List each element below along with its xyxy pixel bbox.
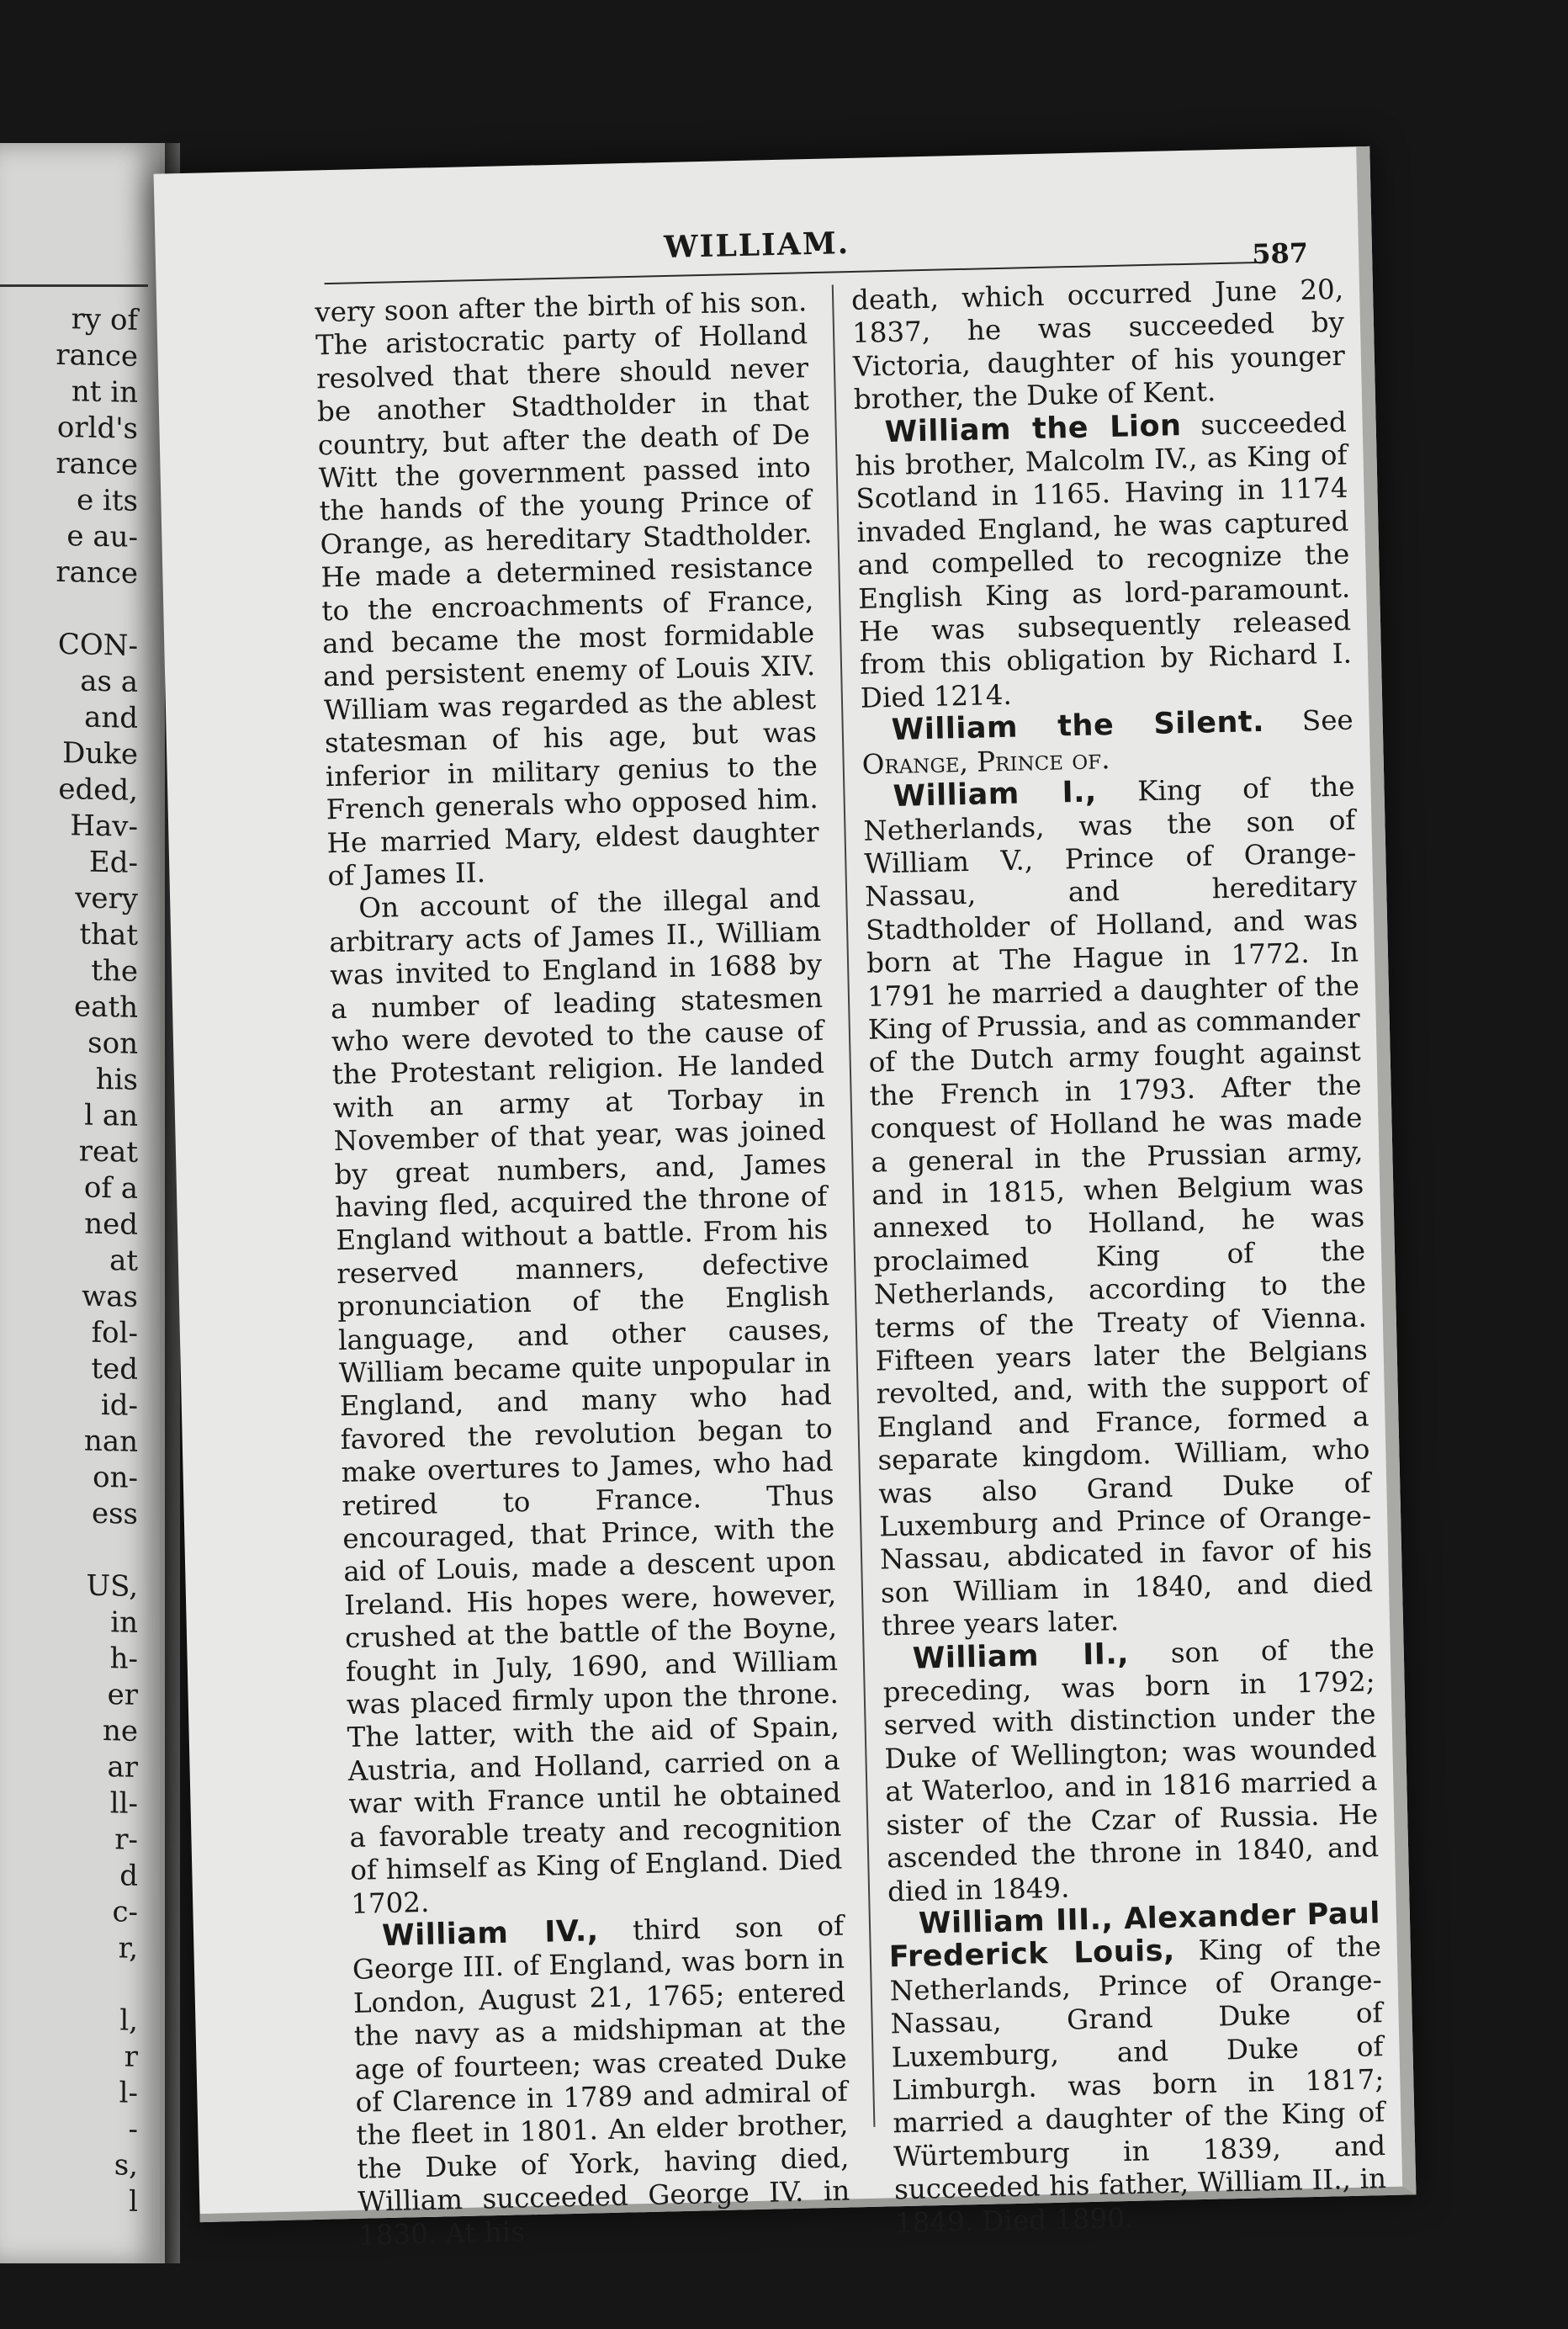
left-page-fragment: and (84, 700, 138, 735)
left-page-fragment: s, (114, 2148, 138, 2183)
left-page-fragment: c- (112, 1895, 138, 1929)
left-page-fragment: rance (56, 446, 138, 482)
left-page-fragment: d (119, 1859, 138, 1893)
left-page-fragment: CON- (57, 627, 138, 663)
entry-headword: William the Silent. (891, 705, 1265, 748)
left-page-head-rule (0, 284, 148, 287)
entry-william-the-silent (861, 704, 1354, 782)
left-page-fragment: Hav- (70, 809, 138, 844)
entry-text: third son of George III. of England, was born in London, August 21, 1765; entered the navy as a midshipman at the age of fourteen; was created Duke of Clarence in 1789 and admiral of the fleet in 1801. An elder brother, the Duke of York, having died, William succeeded George IV. in 1830. At his (352, 1909, 850, 2252)
entry-headword: William III., Alexander Paul Frederick Louis, (888, 1897, 1381, 1975)
left-page-fragment: Duke (62, 736, 138, 772)
left-page-fragment: of a (83, 1170, 138, 1206)
left-page-text-fragments (0, 300, 138, 2220)
left-page-fragment: fol- (91, 1315, 138, 1350)
left-page-fragment: at (109, 1244, 138, 1278)
left-page-fragment: ar (107, 1750, 138, 1785)
entry-headword: William I., (893, 775, 1098, 814)
left-page-fragment: son (87, 1026, 138, 1061)
entry-text: King of the Netherlands, Prince of Orange-Nassau, Grand Duke of Luxemburg, and Duke of Limburgh. was born in 1817; married a daughter of the King of Würtemburg in 1839, and succeeded his father, William II., in 1849. Died 1890. (889, 1930, 1387, 2239)
left-page-fragment: e its (77, 483, 138, 518)
left-page-fragment: id- (100, 1387, 138, 1423)
left-page-fragment: e au- (66, 519, 138, 554)
left-page-fragment: in (110, 1605, 138, 1640)
left-page-fragment: the (91, 953, 138, 989)
right-page (154, 146, 1417, 2252)
page-number: 587 (1251, 236, 1309, 271)
entry-text: See (1263, 703, 1354, 739)
left-page-fragment: as a (80, 664, 138, 699)
left-page-fragment (0, 1530, 138, 1569)
left-page-fragment: his (95, 1062, 138, 1097)
left-page-fragment: l, (119, 2003, 138, 2038)
left-page-fragment (0, 589, 138, 629)
left-page-fragment: orld's (56, 410, 138, 446)
facing-left-page (0, 143, 165, 2263)
entry-headword: William II., (912, 1637, 1130, 1676)
left-page-fragment: - (128, 2112, 138, 2146)
entry-text: succeeded his brother, Malcolm IV., as King of Scotland in 1165. Having in 1174 invaded England, he was captured and compelled to recognize the English King as lord-paramount. He was subsequently released from this obligation by Richard I. Died 1214. (855, 406, 1353, 714)
left-page-fragment: nan (83, 1424, 138, 1459)
left-page-fragment: reat (78, 1134, 138, 1170)
left-page-fragment: very (75, 881, 138, 916)
left-page-fragment: was (82, 1279, 138, 1314)
left-page-fragment: h- (109, 1642, 138, 1676)
running-title: WILLIAM. (663, 225, 850, 265)
left-page-fragment: ned (84, 1207, 138, 1242)
left-page-fragment: ess (91, 1496, 138, 1531)
left-page-fragment: er (107, 1678, 138, 1712)
left-page-fragment: ry of (71, 302, 138, 337)
entry-headword: William the Lion (884, 408, 1182, 449)
paragraph: very soon after the birth of his son. The aristocratic party of Holland resolved that there should never be another Stadtholder in that country, but after the death of De Witt the government passed into the hands of the young Prince of Orange, as hereditary Stadtholder. He made a determined resistance to the encroachments of France, and became the most formidable and persistent enemy of Louis XIV. William was regarded as the ablest statesman of his age, but was inferior in military genius to the French generals who opposed him. He married Mary, eldest daughter of James II. (314, 285, 819, 893)
left-page-fragment: eath (74, 989, 138, 1025)
left-page-fragment: on- (93, 1460, 138, 1495)
cross-reference: Orange, Prince of. (861, 742, 1110, 781)
left-page-fragment: r- (114, 1822, 138, 1857)
left-page-fragment: l- (119, 2076, 138, 2110)
left-page-fragment: that (79, 917, 138, 952)
left-page-fragment: US, (86, 1568, 138, 1604)
entry-text: King of the Netherlands, was the son of William V., Prince of Orange-Nassau, and hereditary Stadtholder of Holland, and was born at The Hague in 1772. In 1791 he married a daughter of the King of Prussia, and as commander of the Dutch army fought against the French in 1793. After the conquest of Holland he was made a general in the Prussian army, and in 1815, when Belgium was annexed to Holland, he was proclaimed King of the Netherlands, according to the terms of the Treaty of Vienna. Fifteen years later the Belgians revolted, and, with the support of England and France, formed a separate kingdom. William, who was also Grand Duke of Luxemburg and Prince of Orange-Nassau, abdicated in favor of his son William in 1840, and died three years later. (863, 770, 1374, 1642)
left-page-fragment: Ed- (88, 845, 138, 880)
entry-william-the-lion (854, 406, 1353, 715)
left-page-fragment (0, 1964, 138, 2003)
page-body (214, 207, 1387, 2252)
left-page-fragment: rance (56, 337, 138, 374)
left-column (315, 285, 851, 2252)
left-page-fragment: ted (91, 1351, 138, 1387)
entry-headword: William IV., (381, 1914, 599, 1953)
entry-text: son of the preceding, was born in 1792; served with distinction under the Duke of Wellington; was wounded at Waterloo, and in 1816 married a sister of the Czar of Russia. He ascended the throne in 1840, and died in 1849. (882, 1631, 1380, 1907)
left-page-fragment: rance (56, 554, 138, 591)
left-page-fragment: eded, (58, 772, 138, 808)
left-page-fragment: r, (118, 1931, 138, 1966)
right-column (851, 273, 1388, 2241)
left-page-fragment: ne (102, 1714, 138, 1748)
left-page-fragment: l an (84, 1098, 138, 1133)
left-page-fragment: r (124, 2040, 138, 2074)
text-columns (215, 273, 1387, 2252)
entry-william-i (862, 771, 1374, 1644)
left-page-fragment: l (129, 2184, 138, 2219)
entry-william-iv (352, 1910, 851, 2252)
paragraph: On account of the illegal and arbitrary acts of James II., William was invited to England in 1688 by a number of leading statesmen who were devoted to the cause of the Protestant religion. He landed with an army at Torbay in November of that year, was joined by great numbers, and, James having fled, acquired the throne of England without a battle. From his reserved manners, defective pronunciation of the English language, and other causes, William became quite unpopular in England, and many who had favored the revolution began to make overtures to James, who had retired to France. Thus encouraged, that Prince, with the aid of Louis, made a descent upon Ireland. His hopes were, however, crushed at the battle of the Boyne, fought in July, 1690, and William was placed firmly upon the throne. The latter, with the aid of Spain, Austria, and Holland, carried on a war with France until he obtained a favorable treaty and recognition of himself as King of England. Died 1702. (328, 882, 843, 1920)
entry-william-iii (888, 1897, 1388, 2240)
entry-william-ii (882, 1632, 1380, 1908)
left-page-fragment: nt in (71, 374, 138, 410)
paragraph: death, which occurred June 20, 1837, he was succeeded by Victoria, daughter of his younger brother, the Duke of Kent. (850, 273, 1346, 416)
left-page-fragment: ll- (109, 1786, 138, 1821)
